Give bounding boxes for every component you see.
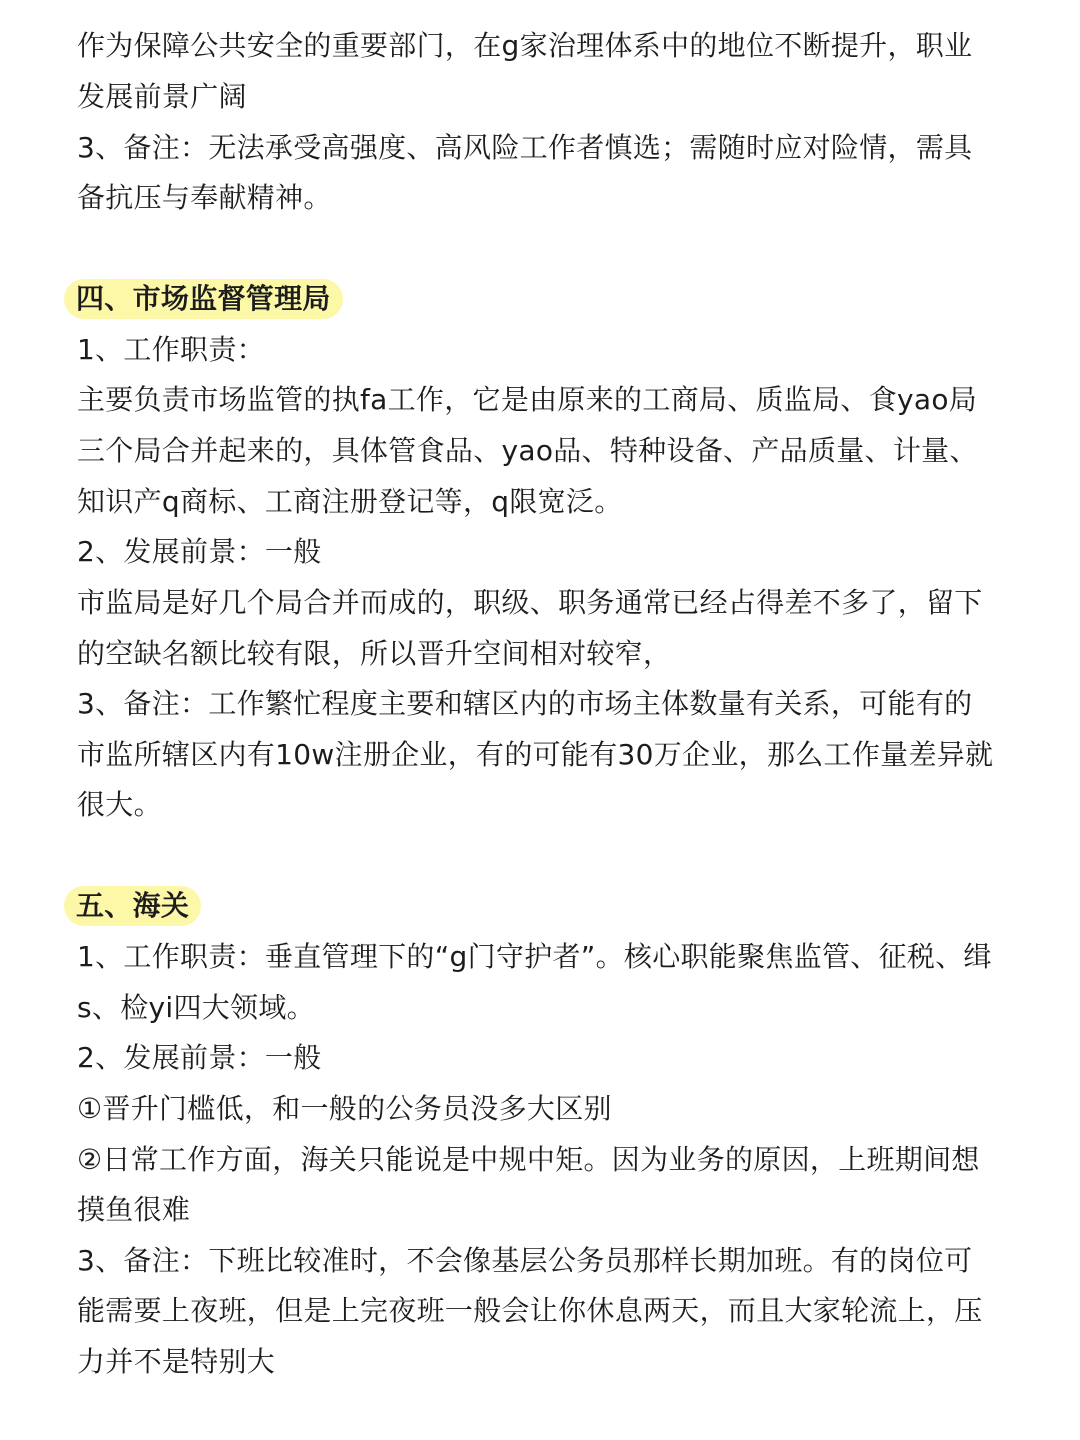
paragraph-line: 市监所辖区内有10w注册企业，有的可能有30万企业，那么工作量差异就 [77,738,994,771]
paragraph-line: 市监局是好几个局合并而成的，职级、职务通常已经占得差不多了，留下 [77,586,983,619]
paragraph-line: 发展前景广阔 [77,80,247,113]
paragraph-line: 1、工作职责： [77,333,265,366]
paragraph-line: 摸鱼很难 [77,1193,191,1226]
section-heading: 五、海关 [64,886,201,926]
paragraph-line: 主要负责市场监管的执fa工作，它是由原来的工商局、质监局、食yao局 [77,383,978,416]
paragraph-line: 很大。 [77,788,162,821]
section-heading: 四、市场监督管理局 [64,279,343,319]
paragraph-line: 1、工作职责：垂直管理下的“g门守护者”。核心职能聚焦监管、征税、缉 [77,940,992,973]
paragraph-line: 知识产q商标、工商注册登记等，q限宽泛。 [77,485,623,518]
paragraph-line: 2、发展前景：一般 [77,1041,322,1074]
paragraph-line: 能需要上夜班，但是上完夜班一般会让你休息两天，而且大家轮流上，压 [77,1294,983,1327]
paragraph-line: ①晋升门槛低，和一般的公务员没多大区别 [77,1092,612,1125]
paragraph-line: 三个局合并起来的，具体管食品、yao品、特种设备、产品质量、计量、 [77,434,978,467]
paragraph-line: 3、备注：工作繁忙程度主要和辖区内的市场主体数量有关系，可能有的 [77,687,973,720]
paragraph-line: 3、备注：下班比较准时，不会像基层公务员那样长期加班。有的岗位可 [77,1244,973,1277]
paragraph-line: s、检yi四大领域。 [77,991,315,1024]
paragraph-line: 的空缺名额比较有限，所以晋升空间相对较窄， [77,637,672,670]
paragraph-line: 力并不是特别大 [77,1345,276,1378]
paragraph-line: 2、发展前景：一般 [77,535,322,568]
paragraph-line: 作为保障公共安全的重要部门，在g家治理体系中的地位不断提升，职业 [77,29,973,62]
paragraph-line: 备抗压与奉献精神。 [77,181,332,214]
paragraph-line: ②日常工作方面，海关只能说是中规中矩。因为业务的原因，上班期间想 [77,1143,980,1176]
paragraph-line: 3、备注：无法承受高强度、高风险工作者慎选；需随时应对险情，需具 [77,131,973,164]
